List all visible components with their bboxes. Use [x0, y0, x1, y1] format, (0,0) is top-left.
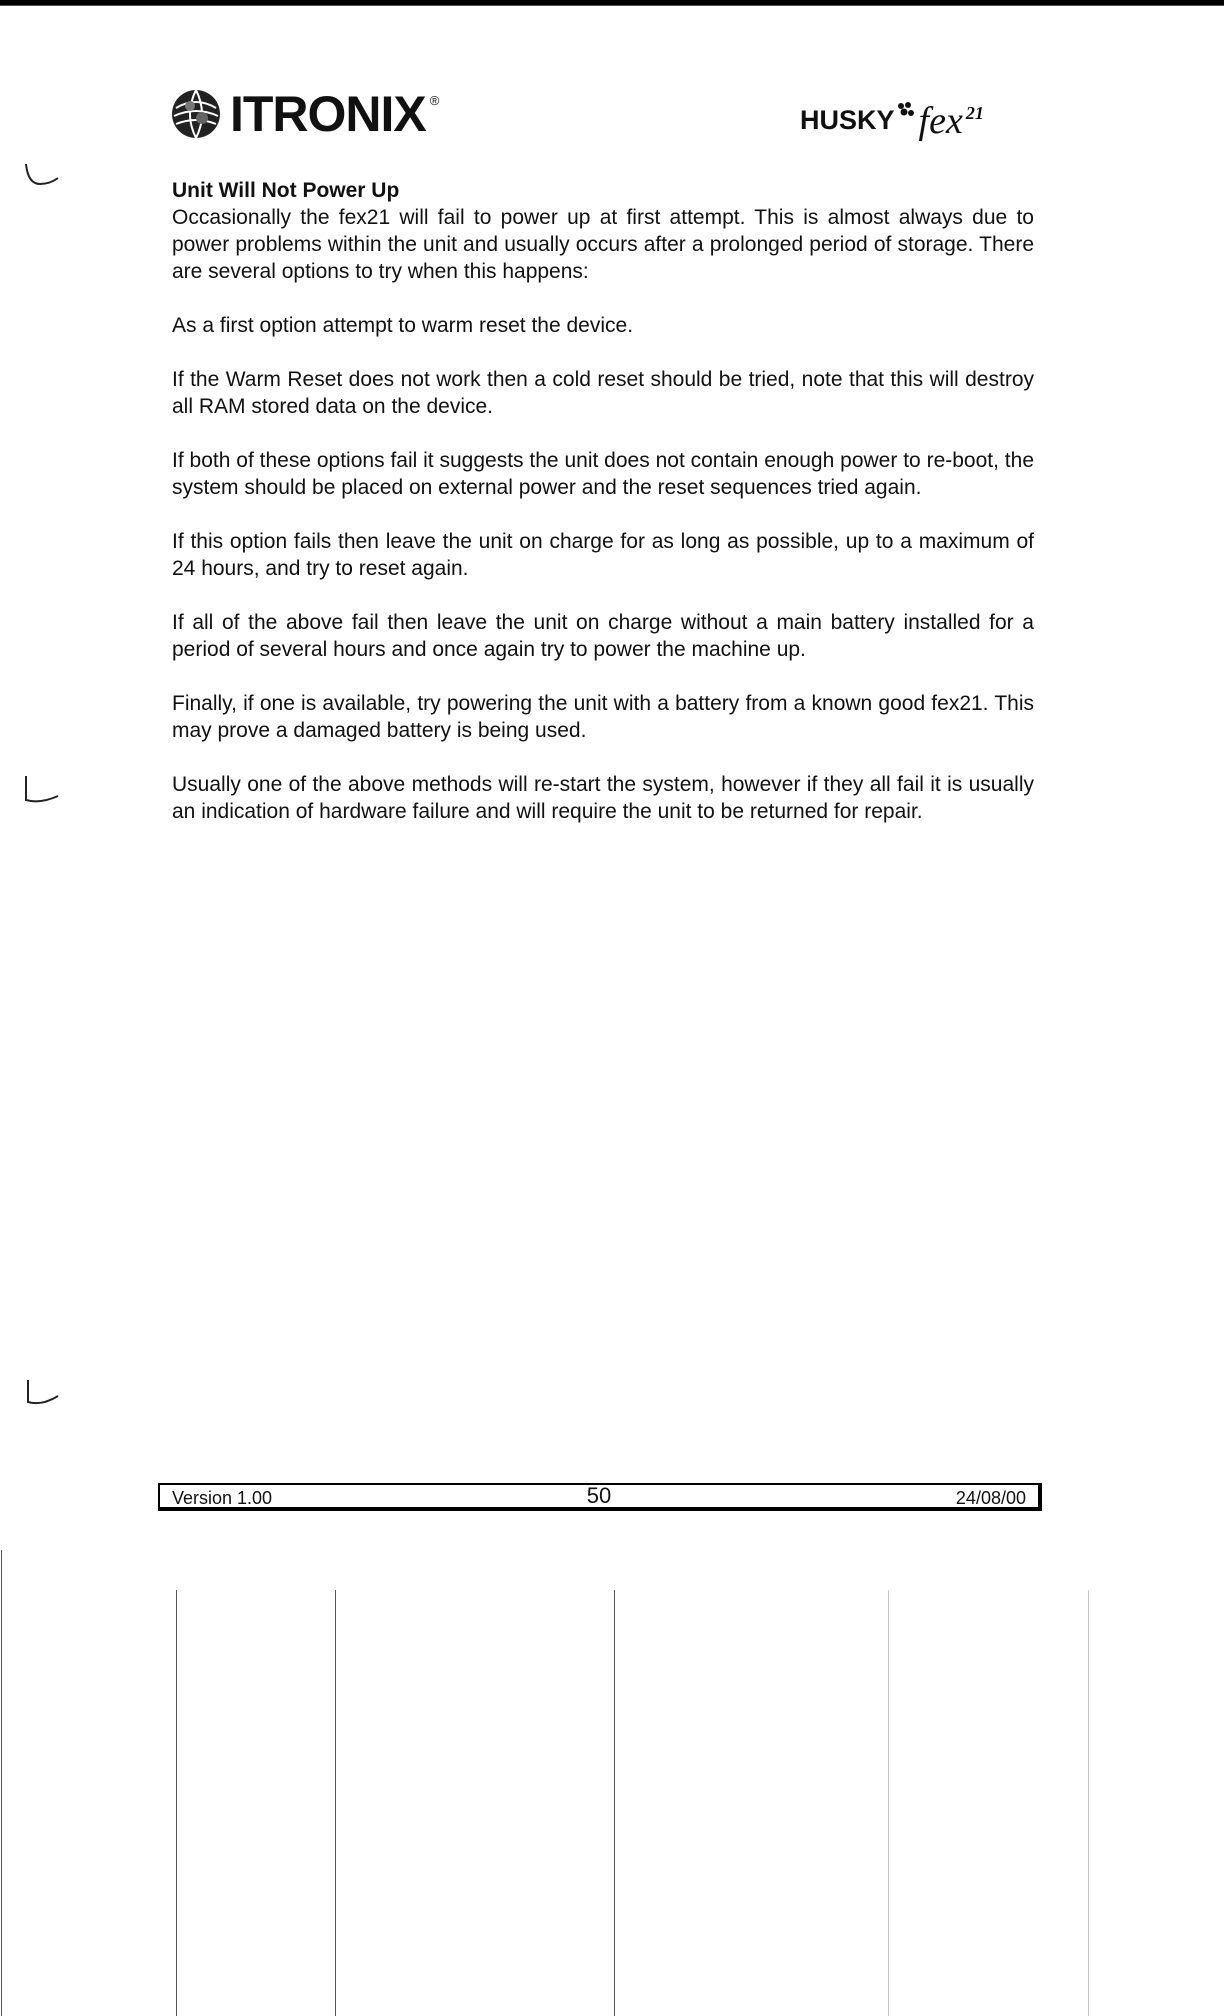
paragraph: If all of the above fail then leave the unit on charge without a main battery installed for a period of several hours and once again try to power the machine up.: [172, 611, 1034, 661]
fex-wordmark: fex: [918, 100, 963, 142]
binder-hole-mark-icon: [22, 1376, 64, 1410]
paragraph: Occasionally the fex21 will fail to power up at first attempt. This is almost always due to power problems within the unit and usually occurs after a prolonged period of storage. There are several options to try when this happens:: [172, 206, 1034, 283]
footer-date: 24/08/00: [955, 1488, 1026, 1508]
paw-prints-icon: [895, 100, 917, 140]
section-heading: Unit Will Not Power Up: [172, 179, 400, 202]
paragraph: If this option fails then leave the unit on charge for as long as possible, up to a maximum of 24 hours, and try to reset again.: [172, 530, 1034, 580]
husky-wordmark: HUSKY: [800, 105, 895, 135]
page-footer: [158, 1483, 1042, 1511]
paragraph: If both of these options fail it suggests the unit does not contain enough power to re-boot, the system should be placed on external power and the reset sequences tried again.: [172, 449, 1034, 499]
husky-fex21-logo: [800, 90, 984, 140]
globe-icon: [170, 88, 222, 140]
top-border-rule: [0, 0, 1224, 8]
scan-artifact-line: [614, 1590, 615, 2016]
paragraph: Usually one of the above methods will re-start the system, however if they all fail it is usually an indication of hardware failure and will require the unit to be returned for repair.: [172, 773, 1034, 823]
paragraph: As a first option attempt to warm reset the device.: [172, 314, 634, 337]
fex-model-number: 21: [965, 103, 984, 123]
scan-artifact-line: [1, 1550, 2, 2016]
footer-page-number: 50: [586, 1483, 612, 1508]
scan-artifact-line: [888, 1590, 889, 2016]
scan-artifact-line: [176, 1590, 177, 2016]
paragraph: Finally, if one is available, try powering the unit with a battery from a known good fex21. This may prove a damaged battery is being used.: [172, 692, 1034, 742]
binder-hole-mark-icon: [22, 160, 64, 194]
paragraph: If the Warm Reset does not work then a cold reset should be tried, note that this will destroy all RAM stored data on the device.: [172, 368, 1034, 418]
document-body: [172, 178, 1034, 852]
registered-mark: ®: [429, 92, 440, 108]
itronix-wordmark: ITRONIX: [230, 86, 426, 142]
scan-artifact-line: [335, 1590, 336, 2016]
scan-artifact-line: [1088, 1590, 1089, 2016]
footer-version: Version 1.00: [172, 1488, 273, 1508]
binder-hole-mark-icon: [22, 772, 64, 806]
itronix-logo: [170, 86, 439, 142]
